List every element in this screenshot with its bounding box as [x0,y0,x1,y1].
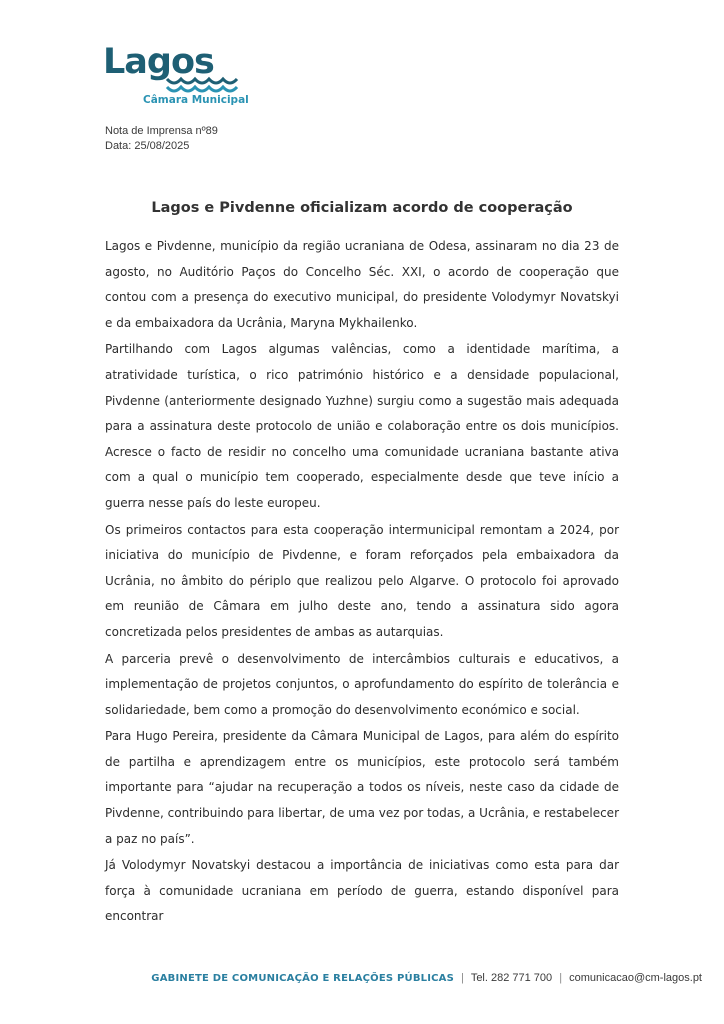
press-release-meta [105,124,218,154]
footer-separator: | [461,972,464,984]
press-release-date: Data: 25/08/2025 [105,140,190,152]
municipal-logo [103,42,249,108]
article-paragraph: Partilhando com Lagos algumas valências, como a identidade marítima, a atratividade turística, o rico património histórico e a densidade populacional, Pivdenne (anteriormente designado Yuzhne) surgiu como a sugestão mais adequada para a assinatura deste protocolo de união e colaboração entre os dois municípios. Acresce o facto de residir no concelho uma comunidade ucraniana bastante ativa com a qual o município tem cooperado, especialmente desde que teve início a guerra nesse país do leste europeu. [105,342,619,510]
footer-separator: | [559,972,563,984]
article-title: Lagos e Pivdenne oficializam acordo de cooperação [151,200,573,216]
waves-icon [165,75,239,95]
article-paragraph: Os primeiros contactos para esta cooperação intermunicipal remontam a 2024, por iniciativa do município de Pivdenne, e foram reforçados pela embaixadora da Ucrânia, no âmbito do périplo que realizou pelo Algarve. O protocolo foi aprovado em reunião de Câmara em julho deste ano, tendo a assinatura sido agora concretizada pelos presidentes de ambas as autarquias. [105,522,619,639]
logo-subtitle: Câmara Municipal [143,94,249,106]
page-footer [151,972,702,984]
article-paragraph: A parceria prevê o desenvolvimento de intercâmbios culturais e educativos, a implementação de projetos conjuntos, o aprofundamento do espírito de tolerância e solidariedade, bem como a promoção do desenvolvimento económico e social. [105,651,619,717]
article-paragraph: Para Hugo Pereira, presidente da Câmara Municipal de Lagos, para além do espírito de partilha e aprendizagem entre os municípios, este protocolo será também importante para “ajudar na recuperação a todos os níveis, neste caso da cidade de Pivdenne, contribuindo para libertar, de uma vez por todas, a Ucrânia, e restabelecer a paz no país”. [105,729,619,846]
article-paragraph: Já Volodymyr Novatskyi destacou a importância de iniciativas como esta para dar força à comunidade ucraniana em período de guerra, estando disponível para encontrar [105,858,619,924]
logo-wordmark: Lagos [103,42,214,82]
footer-email: comunicacao@cm-lagos.pt [569,972,702,984]
article-paragraph: Lagos e Pivdenne, município da região ucraniana de Odesa, assinaram no dia 23 de agosto, no Auditório Paços do Concelho Séc. XXI, o acordo de cooperação que contou com a presença do executivo municipal, do presidente Volodymyr Novatskyi e da embaixadora da Ucrânia, Maryna Mykhailenko. [105,239,619,330]
press-release-number: Nota de Imprensa nº89 [105,125,218,137]
article-body [105,234,619,931]
footer-phone: Tel. 282 771 700 [470,972,553,984]
footer-department: GABINETE DE COMUNICAÇÃO E RELAÇÕES PÚBLICAS [151,973,455,984]
